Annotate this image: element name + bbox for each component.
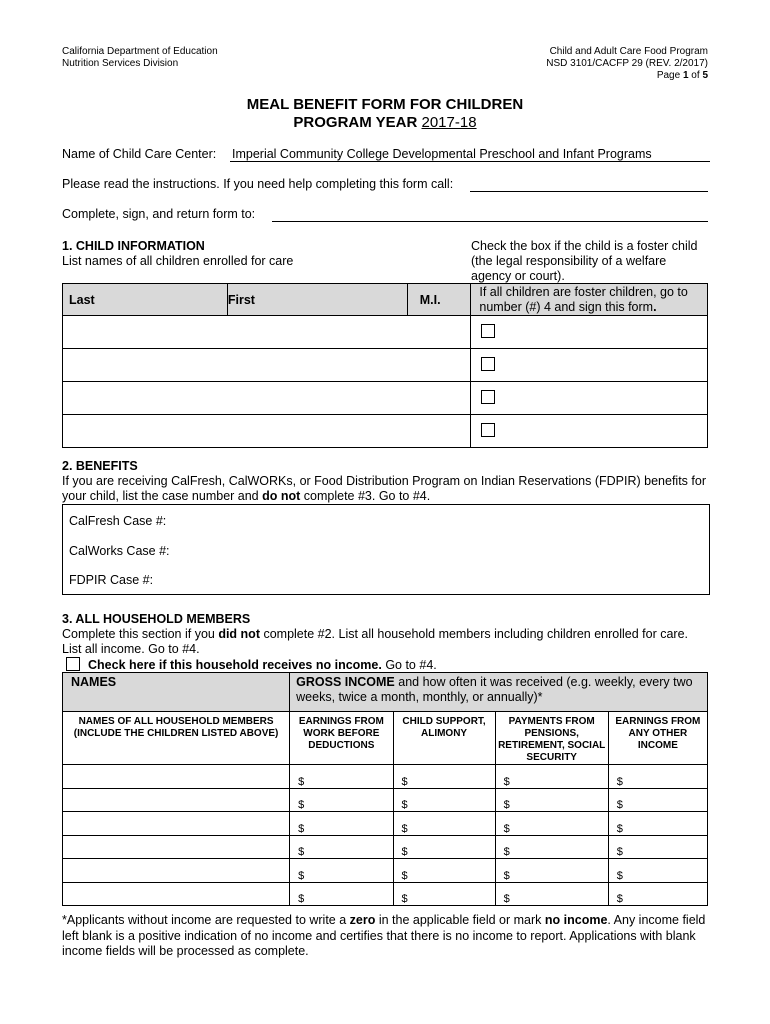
- subhead-earnings: EARNINGS FROM WORK BEFORE DEDUCTIONS: [290, 712, 393, 765]
- footnote-2: in the applicable field or mark: [375, 913, 545, 927]
- page-num: 1: [682, 70, 689, 81]
- foster-note: Check the box if the child is a foster child (the legal responsibility of a welfare agency or court).: [471, 239, 698, 283]
- foster-cell: [471, 382, 708, 415]
- section2-text-1: If you are receiving CalFresh, CalWORKs, or Food Distribution Program on Indian Reservations (FDPIR) benefits for your child, list the case number and: [62, 474, 706, 503]
- pensions-amount-cell[interactable]: $: [495, 835, 608, 859]
- page-mid: of: [688, 70, 703, 81]
- help-phone-field[interactable]: [470, 176, 708, 192]
- earnings-amount-cell[interactable]: $: [290, 859, 393, 883]
- subhead-other: EARNINGS FROM ANY OTHER INCOME: [608, 712, 707, 765]
- member-name-cell[interactable]: [63, 788, 290, 812]
- member-name-cell[interactable]: [63, 882, 290, 906]
- member-name-cell[interactable]: [63, 765, 290, 789]
- page-indicator: [546, 70, 708, 82]
- no-income-row: [66, 657, 437, 673]
- child-row: [63, 382, 708, 415]
- form-id-header: [546, 46, 708, 82]
- foster-checkbox[interactable]: [481, 390, 495, 404]
- no-income-rest: Go to #4.: [381, 658, 437, 672]
- benefits-box: [62, 504, 710, 595]
- program-year-label: PROGRAM YEAR: [293, 114, 422, 131]
- calfresh-case-field[interactable]: CalFresh Case #:: [69, 514, 167, 528]
- division-name: Nutrition Services Division: [62, 58, 179, 69]
- form-title: [0, 96, 770, 132]
- names-head: NAMES: [63, 673, 290, 712]
- subhead-names: NAMES OF ALL HOUSEHOLD MEMBERS (INCLUDE THE CHILDREN LISTED ABOVE): [63, 712, 290, 765]
- household-member-row: [63, 812, 708, 836]
- pensions-amount-cell[interactable]: $: [495, 765, 608, 789]
- support-amount-cell[interactable]: $: [393, 835, 495, 859]
- member-name-cell[interactable]: [63, 812, 290, 836]
- foster-cell: [471, 349, 708, 382]
- gross-income-rest: and how often it was received (e.g. weekly, every two weeks, twice a month, monthly, or annually)*: [296, 675, 693, 704]
- member-name-cell[interactable]: [63, 835, 290, 859]
- section2-text-bold: do not: [262, 489, 301, 503]
- section3-text: [62, 627, 708, 657]
- support-amount-cell[interactable]: $: [393, 788, 495, 812]
- household-member-row: [63, 835, 708, 859]
- member-name-cell[interactable]: [63, 859, 290, 883]
- support-amount-cell[interactable]: $: [393, 859, 495, 883]
- help-label: Please read the instructions. If you need help completing this form call:: [62, 177, 454, 191]
- other-amount-cell[interactable]: $: [608, 788, 707, 812]
- child-name-cell[interactable]: [63, 382, 471, 415]
- child-info-table: [62, 283, 708, 448]
- footnote-1: *Applicants without income are requested to write a: [62, 913, 350, 927]
- earnings-amount-cell[interactable]: $: [290, 882, 393, 906]
- income-subheader-row: [63, 712, 708, 765]
- section3-text-1: Complete this section if you: [62, 627, 219, 641]
- earnings-amount-cell[interactable]: $: [290, 835, 393, 859]
- section2-text-2: complete #3. Go to #4.: [300, 489, 431, 503]
- pensions-amount-cell[interactable]: $: [495, 859, 608, 883]
- child-table-header: [63, 284, 708, 316]
- return-label: Complete, sign, and return form to:: [62, 207, 256, 221]
- child-name-cell[interactable]: [63, 349, 471, 382]
- section3-heading: 3. ALL HOUSEHOLD MEMBERS: [62, 612, 251, 626]
- child-name-cell[interactable]: [63, 415, 471, 448]
- earnings-amount-cell[interactable]: $: [290, 765, 393, 789]
- program-year: 2017-18: [421, 114, 477, 131]
- col-mi: M.I.: [407, 284, 471, 316]
- foster-cell: [471, 415, 708, 448]
- page-prefix: Page: [656, 70, 683, 81]
- other-amount-cell[interactable]: $: [608, 812, 707, 836]
- foster-checkbox[interactable]: [481, 357, 495, 371]
- section3-text-2: complete #2. List all household members including children enrolled for care. List all income. Go to #4.: [62, 627, 688, 656]
- footnote: [62, 913, 708, 960]
- other-amount-cell[interactable]: $: [608, 835, 707, 859]
- foster-checkbox[interactable]: [481, 423, 495, 437]
- no-income-label: Check here if this household receives no income.: [88, 658, 382, 672]
- section2-text: [62, 474, 708, 504]
- other-amount-cell[interactable]: $: [608, 882, 707, 906]
- gross-income-head: [290, 673, 708, 712]
- return-address-field[interactable]: [272, 206, 708, 222]
- agency-name: California Department of Education: [62, 46, 218, 57]
- calworks-case-field[interactable]: CalWorks Case #:: [69, 543, 170, 558]
- footnote-3: . Any income field left blank is a positive indication of no income and certifies that there is no income to report. Applications with blank income fields will be processed as complete.: [62, 913, 706, 958]
- footnote-no-income: no income: [544, 913, 608, 927]
- child-row: [63, 349, 708, 382]
- support-amount-cell[interactable]: $: [393, 765, 495, 789]
- section1-heading: 1. CHILD INFORMATION: [62, 239, 205, 253]
- child-name-cell[interactable]: [63, 316, 471, 349]
- no-income-checkbox[interactable]: [66, 657, 80, 671]
- support-amount-cell[interactable]: $: [393, 882, 495, 906]
- child-row: [63, 415, 708, 448]
- footnote-zero: zero: [349, 913, 376, 927]
- foster-checkbox[interactable]: [481, 324, 495, 338]
- child-row: [63, 316, 708, 349]
- col-first: First: [227, 284, 407, 316]
- center-name-field[interactable]: Imperial Community College Developmental Preschool and Infant Programs: [230, 147, 710, 162]
- title-line2: [0, 114, 770, 132]
- subhead-pensions: PAYMENTS FROM PENSIONS, RETIREMENT, SOCIAL SECURITY: [495, 712, 608, 765]
- subhead-support: CHILD SUPPORT, ALIMONY: [393, 712, 495, 765]
- household-member-row: [63, 882, 708, 906]
- other-amount-cell[interactable]: $: [608, 765, 707, 789]
- pensions-amount-cell[interactable]: $: [495, 788, 608, 812]
- agency-header: [62, 46, 218, 70]
- page-total: 5: [702, 70, 708, 81]
- center-label: Name of Child Care Center:: [62, 147, 217, 161]
- earnings-amount-cell[interactable]: $: [290, 788, 393, 812]
- pensions-amount-cell[interactable]: $: [495, 882, 608, 906]
- foster-note-cell: [471, 284, 708, 316]
- income-header-row: [63, 673, 708, 712]
- foster-cell: [471, 316, 708, 349]
- section1-subtext: List names of all children enrolled for care: [62, 254, 294, 268]
- household-member-row: [63, 788, 708, 812]
- program-name: Child and Adult Care Food Program: [549, 46, 708, 57]
- other-amount-cell[interactable]: $: [608, 859, 707, 883]
- household-table: [62, 672, 708, 906]
- foster-note-period: .: [653, 299, 657, 314]
- household-member-row: [63, 765, 708, 789]
- foster-note-2: If all children are foster children, go to number (#) 4 and sign this form: [479, 284, 688, 314]
- title-line1: MEAL BENEFIT FORM FOR CHILDREN: [246, 96, 524, 113]
- section3-text-bold: did not: [218, 627, 260, 641]
- col-last: Last: [63, 284, 228, 316]
- household-member-row: [63, 859, 708, 883]
- earnings-amount-cell[interactable]: $: [290, 812, 393, 836]
- gross-income-bold: GROSS INCOME: [296, 675, 395, 689]
- section2-heading: 2. BENEFITS: [62, 459, 138, 473]
- pensions-amount-cell[interactable]: $: [495, 812, 608, 836]
- form-number: NSD 3101/CACFP 29 (REV. 2/2017): [546, 58, 708, 69]
- support-amount-cell[interactable]: $: [393, 812, 495, 836]
- fdpir-case-field[interactable]: FDPIR Case #:: [69, 573, 154, 587]
